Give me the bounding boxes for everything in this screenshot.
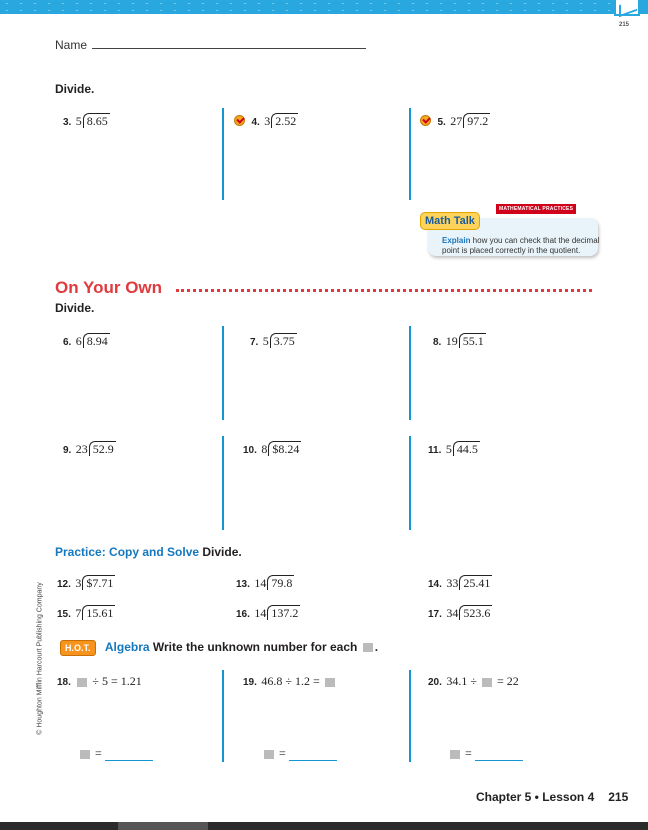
unknown-square-icon (77, 678, 87, 687)
math-talk-callout (420, 206, 602, 258)
problem-16: 16. 14 137.2 (236, 606, 299, 620)
column-divider (409, 108, 411, 200)
bookmark-icon (614, 0, 640, 16)
unknown-square-icon (450, 750, 460, 759)
problem-4: 4. 3 2.52 (234, 112, 298, 130)
column-divider (409, 670, 411, 762)
top-banner (0, 0, 648, 14)
checkmark-icon (420, 115, 431, 126)
algebra-heading: H.O.T. Algebra Write the unknown number for each . (60, 640, 378, 656)
problem-7: 7. 5 3.75 (250, 334, 295, 348)
scrollbar-thumb[interactable] (118, 822, 208, 830)
column-divider (222, 326, 224, 420)
unknown-square-icon (482, 678, 492, 687)
problem-13: 13. 14 79.8 (236, 576, 293, 590)
divide-instruction-2: Divide. (55, 301, 95, 315)
math-talk-bubble: Explain how you can check that the decimal point is placed correctly in the quotient. (428, 218, 598, 256)
unknown-square-icon (325, 678, 335, 687)
problem-11: 11. 5 44.5 (428, 442, 478, 456)
page-footer: Chapter 5 • Lesson 4 215 (476, 790, 629, 804)
answer-18[interactable]: = (78, 746, 153, 761)
column-divider (409, 436, 411, 530)
answer-20[interactable]: = (448, 746, 523, 761)
problem-20: 20. 34.1 ÷ = 22 (428, 674, 519, 688)
math-talk-badge: Math Talk (420, 212, 480, 230)
copyright-text: © Houghton Mifflin Harcourt Publishing Company (36, 582, 44, 735)
unknown-square-icon (363, 643, 373, 652)
hot-badge: H.O.T. (60, 640, 96, 656)
heading-dotted-rule (176, 289, 592, 292)
on-your-own-heading: On Your Own (55, 278, 163, 297)
problem-6: 6. 6 8.94 (63, 334, 108, 348)
divide-instruction: Divide. (55, 82, 95, 96)
bottom-bar (0, 822, 648, 830)
problem-10: 10. 8 $8.24 (243, 442, 300, 456)
column-divider (222, 436, 224, 530)
small-page-number: 215 (619, 22, 630, 28)
answer-line (289, 760, 337, 761)
problem-8: 8. 19 55.1 (433, 334, 484, 348)
column-divider (222, 108, 224, 200)
name-label: Name (55, 38, 88, 52)
answer-19[interactable]: = (262, 746, 337, 761)
problem-12: 12. 3 $7.71 (57, 576, 114, 590)
problem-17: 17. 34 523.6 (428, 606, 491, 620)
problem-18: 18. ÷ 5 = 1.21 (57, 674, 142, 688)
checkmark-icon (234, 115, 245, 126)
problem-14: 14. 33 25.41 (428, 576, 491, 590)
problem-5: 5. 27 97.2 (420, 112, 490, 130)
problem-19: 19. 46.8 ÷ 1.2 = (243, 672, 337, 690)
column-divider (222, 670, 224, 762)
problem-15: 15. 7 15.61 (57, 606, 114, 620)
problem-3: 3. 5 8.65 (63, 114, 108, 128)
name-field-line[interactable] (92, 48, 366, 49)
math-practices-label: MATHEMATICAL PRACTICES (496, 204, 576, 214)
answer-line (475, 760, 523, 761)
unknown-square-icon (264, 750, 274, 759)
practice-heading: Practice: Copy and Solve Divide. (55, 545, 242, 559)
column-divider (409, 326, 411, 420)
unknown-square-icon (80, 750, 90, 759)
answer-line (105, 760, 153, 761)
problem-9: 9. 23 52.9 (63, 442, 114, 456)
